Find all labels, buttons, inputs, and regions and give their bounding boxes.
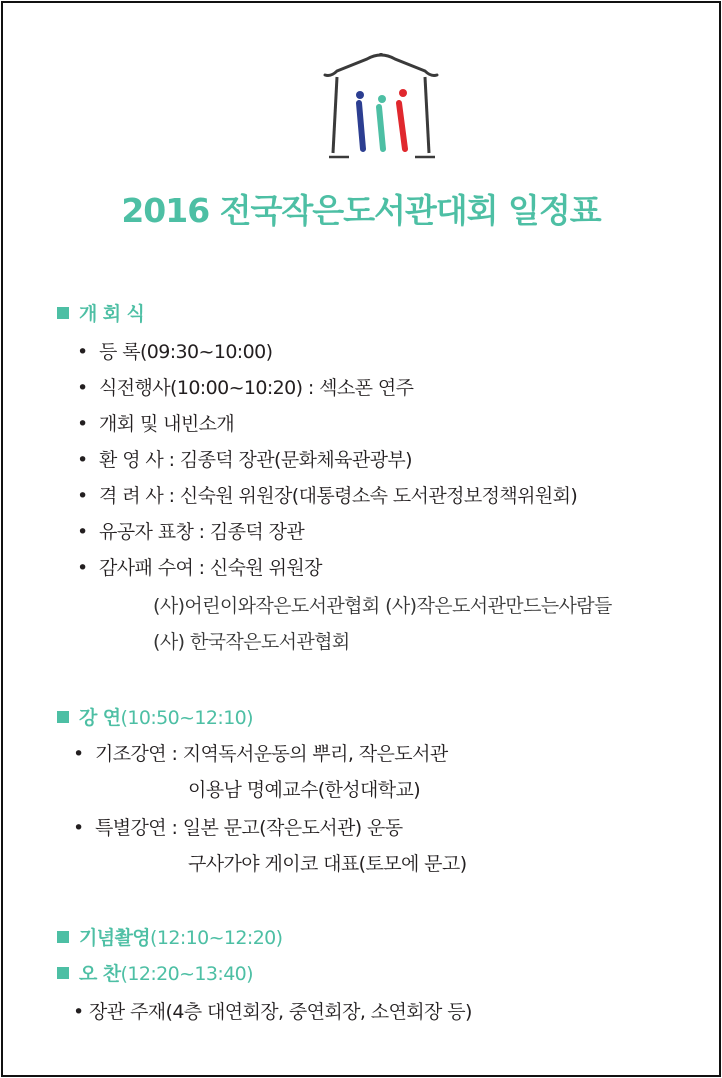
section-time: (12:10~12:20) — [150, 927, 283, 949]
list-item: • 환 영 사 : 김종덕 장관(문화체육관광부) — [77, 449, 412, 471]
award-recipients-line: (사)어린이와작은도서관협회 (사)작은도서관만드는사람들 — [153, 595, 612, 617]
section-heading-lunch — [57, 959, 253, 986]
section-time: (12:20~13:40) — [120, 963, 253, 985]
square-bullet-icon — [57, 931, 69, 943]
list-item: • 격 려 사 : 신숙원 위원장(대통령소속 도서관정보정책위원회) — [77, 485, 578, 507]
square-bullet-icon — [57, 967, 69, 979]
section-heading-opening — [57, 299, 144, 326]
list-item: • 유공자 표창 : 김종덕 장관 — [77, 521, 305, 543]
section-heading-lecture — [57, 703, 253, 730]
square-bullet-icon — [57, 307, 69, 319]
schedule-card — [1, 1, 721, 1077]
section-time: (10:50~12:10) — [120, 707, 253, 729]
award-recipients-line: (사) 한국작은도서관협회 — [153, 631, 350, 653]
list-item: • 개회 및 내빈소개 — [77, 413, 235, 435]
list-item: • 기조강연 : 지역독서운동의 뿌리, 작은도서관 — [73, 743, 448, 765]
list-item: • 식전행사(10:00~10:20) : 섹소폰 연주 — [77, 377, 414, 399]
lecturer-line: 구사가야 게이코 대표(토모에 문고) — [188, 853, 467, 875]
list-item: • 등 록(09:30~10:00) — [77, 341, 273, 363]
library-house-logo — [321, 53, 441, 163]
list-item: • 특별강연 : 일본 문고(작은도서관) 운동 — [73, 817, 403, 839]
list-item: • 감사패 수여 : 신숙원 위원장 — [77, 557, 322, 579]
lecturer-line: 이용남 명예교수(한성대학교) — [188, 779, 421, 801]
section-label: 기념촬영 — [79, 927, 151, 949]
page-title: 2016 전국작은도서관대회 일정표 — [121, 191, 601, 230]
section-heading-photo — [57, 923, 283, 950]
list-item: • 장관 주재(4층 대연회장, 중연회장, 소연회장 등) — [73, 1001, 472, 1023]
square-bullet-icon — [57, 711, 69, 723]
section-label: 강 연 — [79, 707, 121, 729]
section-label: 개 회 식 — [79, 303, 145, 325]
section-label: 오 찬 — [79, 963, 121, 985]
